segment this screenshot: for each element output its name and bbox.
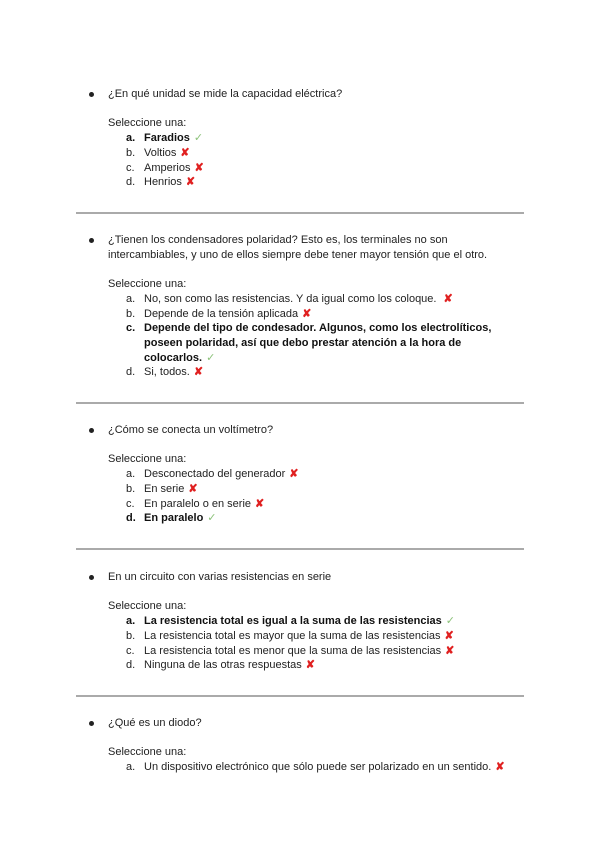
cross-icon: ✘: [289, 468, 299, 481]
question-block: [0, 423, 600, 526]
option-text: En serie: [144, 482, 185, 495]
cross-icon: ✘: [188, 482, 198, 495]
answer-option: [126, 497, 509, 512]
answer-option: [126, 658, 509, 673]
cross-icon: ✘: [444, 629, 454, 642]
answer-option: [126, 292, 509, 307]
bullet-icon: [89, 575, 94, 580]
option-text: La resistencia total es igual a la suma de las resistencias: [144, 615, 442, 628]
option-text: Un dispositivo electrónico que sólo puede ser polarizado en un sentido.: [144, 761, 492, 774]
option-text: Henrios: [144, 176, 182, 189]
answer-option: [126, 161, 509, 176]
option-text: Ninguna de las otras respuestas: [144, 659, 302, 672]
section-divider: [76, 695, 524, 697]
option-text: La resistencia total es mayor que la suma de las resistencias: [144, 629, 441, 642]
cross-icon: ✘: [194, 161, 204, 174]
section-divider: [76, 548, 524, 550]
answer-option: [126, 131, 509, 146]
select-label: Seleccione una:: [108, 600, 187, 613]
cross-icon: ✘: [193, 366, 204, 379]
bullet-icon: [89, 721, 94, 726]
option-letter: c.: [126, 322, 136, 335]
cross-icon: ✘: [180, 146, 190, 159]
section-divider: [76, 402, 524, 404]
bullet-icon: [89, 428, 94, 433]
answer-option: [126, 365, 509, 380]
option-text: En paralelo: [144, 512, 204, 525]
question-text: ¿Tienen los condensadores polaridad? Esto es, los terminales no son intercambiables, y uno de ellos siempre debe tener mayor tensión que el otro.: [108, 234, 488, 261]
question-text: ¿Cómo se conecta un voltímetro?: [108, 424, 274, 436]
question-text: ¿En qué unidad se mide la capacidad eléctrica?: [108, 88, 343, 100]
option-text: Faradios: [144, 132, 190, 145]
option-text: Depende del tipo de condesador. Algunos, como los electrolíticos, poseen polaridad, así que debo prestar atención a la hora de colocarlos.: [144, 322, 492, 364]
option-letter: b.: [126, 146, 136, 159]
option-letter: d.: [126, 366, 136, 379]
option-letter: d.: [126, 659, 136, 672]
cross-icon: ✘: [305, 659, 315, 672]
check-icon: ✓: [206, 351, 216, 364]
answer-option: [126, 146, 509, 161]
option-letter: c.: [126, 161, 135, 174]
question-block: [0, 716, 600, 775]
answer-option: [126, 644, 509, 659]
select-label: Seleccione una:: [108, 746, 187, 759]
option-letter: a.: [126, 615, 136, 628]
option-letter: d.: [126, 512, 136, 525]
answer-option: [126, 482, 509, 497]
select-label: Seleccione una:: [108, 453, 187, 466]
cross-icon: ✘: [495, 761, 505, 774]
option-letter: b.: [126, 629, 136, 642]
option-letter: d.: [126, 176, 136, 189]
answer-option: [126, 760, 509, 775]
question-text: ¿Qué es un diodo?: [108, 717, 202, 729]
option-letter: c.: [126, 644, 135, 657]
option-text: Depende de la tensión aplicada: [144, 307, 299, 320]
answer-option: [126, 175, 509, 190]
check-icon: ✓: [193, 132, 204, 145]
option-letter: a.: [126, 132, 136, 145]
option-letter: a.: [126, 761, 136, 774]
option-letter: a.: [126, 468, 136, 481]
check-icon: ✓: [207, 512, 217, 525]
cross-icon: ✘: [185, 176, 196, 189]
answer-option: [126, 629, 509, 644]
answer-option: [126, 467, 509, 482]
check-icon: ✓: [445, 615, 455, 628]
option-letter: c.: [126, 497, 135, 510]
cross-icon: ✘: [255, 497, 265, 510]
section-divider: [76, 212, 524, 214]
bullet-icon: [89, 92, 94, 97]
cross-icon: ✘: [443, 292, 453, 305]
answer-option: [126, 511, 509, 526]
option-text: En paralelo o en serie: [144, 497, 252, 510]
option-letter: b.: [126, 482, 136, 495]
option-letter: b.: [126, 307, 136, 320]
question-text: En un circuito con varias resistencias en serie: [108, 571, 332, 583]
bullet-icon: [89, 238, 94, 243]
answer-option: [126, 614, 509, 629]
cross-icon: ✘: [302, 307, 312, 320]
answer-option: [126, 321, 509, 365]
option-text: Voltios: [144, 146, 177, 159]
option-letter: a.: [126, 292, 136, 305]
option-text: Si, todos.: [144, 366, 190, 379]
cross-icon: ✘: [445, 644, 455, 657]
option-text: La resistencia total es menor que la suma de las resistencias: [144, 644, 442, 657]
question-block: [0, 233, 600, 380]
option-text: Amperios: [144, 161, 191, 174]
question-block: [0, 87, 600, 190]
select-label: Seleccione una:: [108, 117, 187, 130]
question-block: [0, 570, 600, 673]
option-text: No, son como las resistencias. Y da igual como los coloque.: [144, 292, 440, 305]
option-text: Desconectado del generador: [144, 468, 286, 481]
answer-option: [126, 307, 509, 322]
select-label: Seleccione una:: [108, 278, 187, 291]
